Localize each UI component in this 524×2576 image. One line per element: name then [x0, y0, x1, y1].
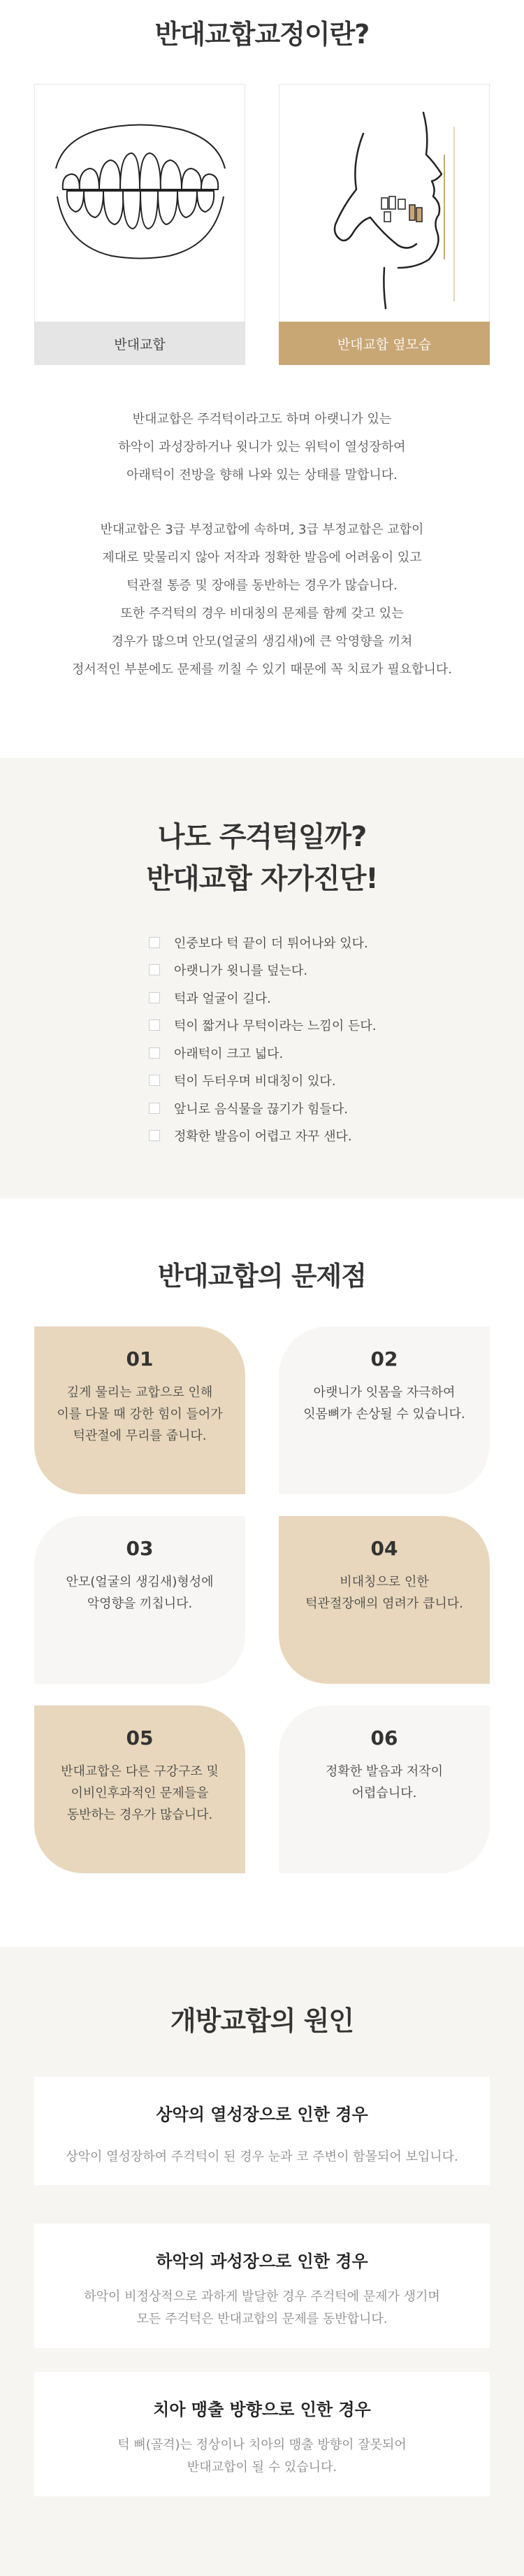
definition-paragraph-2: 반대교합은 3급 부정교합에 속하며, 3급 부정교합은 교합이 제대로 맞물리지 않아 저작과 정확한 발음에 어려움이 있고 턱관절 통증 및 장애를 동반하는 경우가 많습니다. 또한 주걱턱의 경우 비대칭의 문제를 함께 갖고 있는 경우가 많으며 안모(얼굴의 생김새)에 큰 악영향을 끼쳐 정서적인 부분에도 문제를 끼칠 수 있기 때문에 꼭 치료가 필요합니다.: [71, 522, 453, 677]
problem-text: 깊게 물리는 교합으로 인해 이를 다물 때 강한 힘이 들어가 턱관절에 무리를 줍니다.: [57, 1385, 223, 1443]
underbite-side-label: 반대교합 옆모습: [279, 322, 490, 365]
side-profile-illustration: [279, 85, 490, 322]
checkbox[interactable]: [149, 1130, 160, 1141]
self-check-title: 나도 주걱턱일까? 반대교합 자가진단!: [0, 816, 524, 900]
problem-text: 안모(얼굴의 생김새)형성에 악영향을 끼칩니다.: [66, 1575, 214, 1611]
self-check-item[interactable]: 턱과 얼굴이 길다.: [149, 984, 376, 1012]
underbite-front-label: 반대교합: [34, 322, 245, 365]
self-check-item[interactable]: 아랫니가 윗니를 덮는다.: [149, 957, 376, 985]
problems-title: 반대교합의 문제점: [155, 1254, 369, 1293]
cause-title: 상악의 열성장으로 인한 경우: [156, 2105, 368, 2124]
problem-text: 정확한 발음과 저작이 어렵습니다.: [326, 1764, 443, 1801]
problem-card-06: [279, 1705, 490, 1873]
checkbox[interactable]: [149, 1019, 160, 1031]
checkbox[interactable]: [149, 992, 160, 1003]
cause-card: [34, 2077, 490, 2185]
definition-title: 반대교합교정이란?: [152, 13, 372, 51]
problem-text: 반대교합은 다른 구강구조 및 이비인후과적인 문제들을 동반하는 경우가 많습니다.: [61, 1764, 219, 1822]
comparison-images: [34, 84, 490, 365]
self-check-list: [149, 929, 376, 1150]
teeth-illustration: [35, 85, 246, 322]
problem-card-05: [34, 1705, 245, 1873]
problem-number: 02: [370, 1347, 398, 1371]
cause-card: [34, 2372, 490, 2496]
self-check-item[interactable]: 앞니로 음식물을 끊기가 힘들다.: [149, 1094, 376, 1122]
checkbox[interactable]: [149, 1075, 160, 1086]
self-check-item[interactable]: 턱이 두터우며 비대칭이 있다.: [149, 1067, 376, 1095]
definition-paragraph-1: 반대교합은 주걱턱이라고도 하며 아랫니가 있는 하악이 과성장하거나 윗니가 있는 위턱이 열성장하여 아래턱이 전방을 향해 나와 있는 상태를 말합니다.: [118, 412, 406, 482]
problem-number: 05: [126, 1726, 154, 1749]
problem-card-04: [279, 1516, 490, 1684]
underbite-side-card: [279, 84, 490, 365]
causes-title: 개방교합의 원인: [168, 1999, 356, 2038]
checkbox[interactable]: [149, 1047, 160, 1059]
problem-number: 01: [126, 1347, 154, 1371]
self-check-item[interactable]: 턱이 짧거나 무턱이라는 느낌이 든다.: [149, 1012, 376, 1040]
self-check-item[interactable]: 아래턱이 크고 넓다.: [149, 1039, 376, 1067]
causes-section: [0, 1947, 524, 2576]
definition-section: [0, 0, 524, 758]
problem-text: 비대칭으로 인한 턱관절장애의 염려가 큽니다.: [305, 1575, 463, 1611]
cause-card: [34, 2224, 490, 2348]
problem-card-01: [34, 1326, 245, 1494]
self-check-item[interactable]: 정확한 발음이 어렵고 자꾸 샌다.: [149, 1122, 376, 1150]
cause-text: 하악이 비정상적으로 과하게 발달한 경우 주걱턱에 문제가 생기며 모든 주걱턱은 반대교합의 문제를 동반합니다.: [84, 2289, 440, 2326]
checkbox[interactable]: [149, 964, 160, 975]
cause-text: 상악이 열성장하여 주걱턱이 된 경우 눈과 코 주변이 함몰되어 보입니다.: [66, 2149, 458, 2164]
self-check-section: [0, 758, 524, 1198]
problem-number: 04: [370, 1537, 398, 1560]
checkbox[interactable]: [149, 1103, 160, 1114]
problem-text: 아랫니가 잇몸을 자극하여 잇몸뼈가 손상될 수 있습니다.: [303, 1385, 465, 1422]
cause-title: 치아 맹출 방향으로 인한 경우: [153, 2400, 371, 2419]
cause-title: 하악의 과성장으로 인한 경우: [156, 2252, 368, 2271]
problem-card-02: [279, 1326, 490, 1494]
checkbox[interactable]: [149, 937, 160, 948]
problem-number: 03: [126, 1537, 154, 1560]
self-check-item[interactable]: 인중보다 턱 끝이 더 튀어나와 있다.: [149, 929, 376, 957]
cause-text: 턱 뼈(골격)는 정상이나 치아의 맹출 방향이 잘못되어 반대교합이 될 수 있습니다.: [117, 2438, 407, 2475]
underbite-front-card: [34, 84, 245, 365]
problems-section: [0, 1198, 524, 1947]
problem-card-03: [34, 1516, 245, 1684]
problem-number: 06: [370, 1726, 398, 1749]
